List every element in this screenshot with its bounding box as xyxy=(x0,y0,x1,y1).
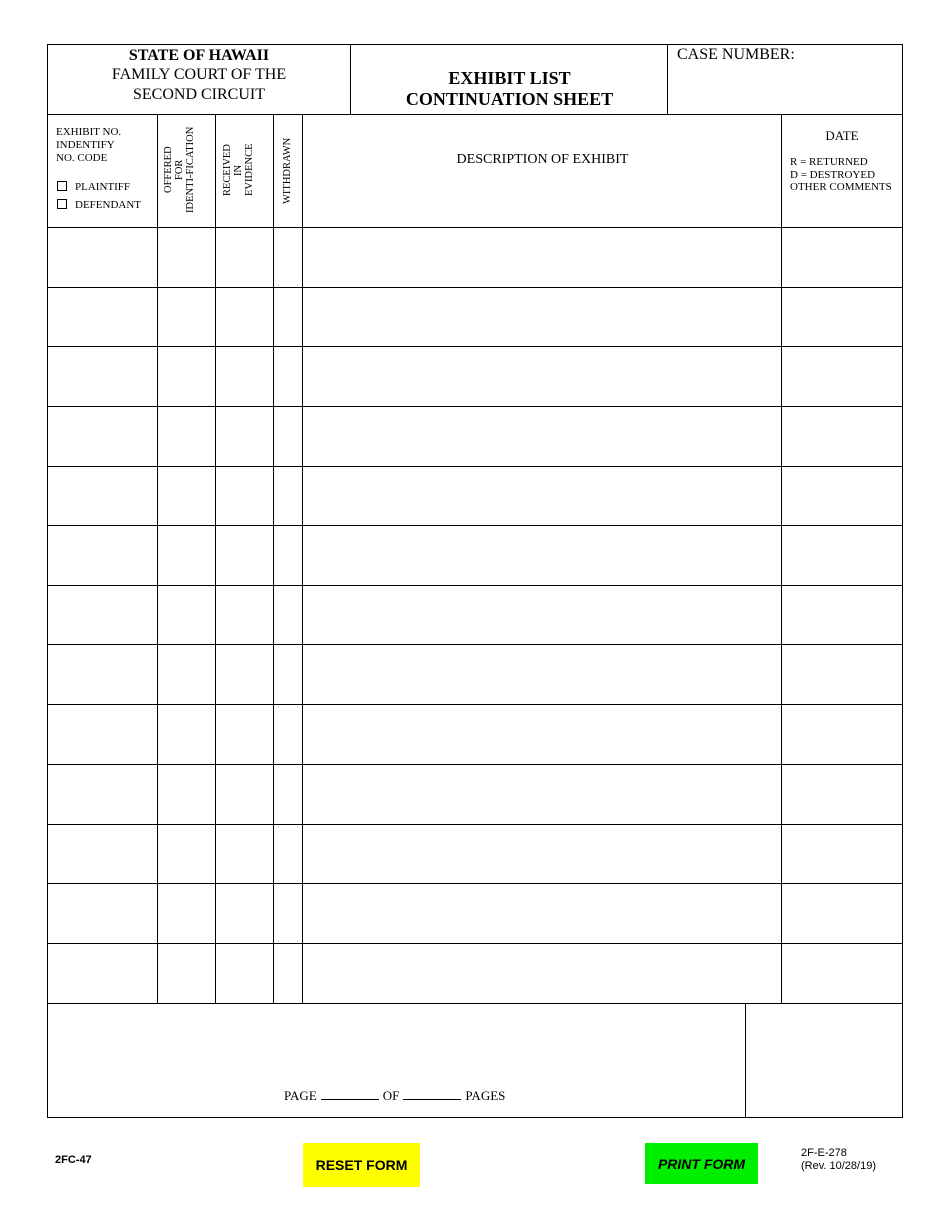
page-count-line: PAGE OF PAGES xyxy=(284,1088,506,1103)
description-cell[interactable] xyxy=(303,884,781,943)
exhibit-no-cell[interactable] xyxy=(48,228,157,287)
date-cell[interactable] xyxy=(782,407,902,466)
reset-form-button[interactable]: RESET FORM xyxy=(303,1143,420,1187)
state-name: STATE OF HAWAII xyxy=(128,47,270,64)
exhibit-no-header: EXHIBIT NO. INDENTIFY NO. CODE xyxy=(56,126,122,164)
print-form-button[interactable]: PRINT FORM xyxy=(645,1143,758,1184)
court-name: FAMILY COURT OF THE xyxy=(111,66,287,83)
exhibit-no-cell[interactable] xyxy=(48,407,157,466)
received-cell[interactable] xyxy=(216,705,273,764)
total-pages-field[interactable] xyxy=(403,1089,461,1100)
offered-cell[interactable] xyxy=(158,705,215,764)
case-number-label: CASE NUMBER: xyxy=(677,46,795,63)
description-cell[interactable] xyxy=(303,944,781,1003)
form-revision: 2F-E-278 (Rev. 10/28/19) xyxy=(801,1147,877,1172)
date-cell[interactable] xyxy=(782,765,902,824)
received-in-evidence-header: RECEIVED IN EVIDENCE xyxy=(222,143,255,197)
description-cell[interactable] xyxy=(303,288,781,346)
offered-for-identification-header: OFFERED FOR IDENTI-FICATION xyxy=(163,126,196,214)
circuit-name: SECOND CIRCUIT xyxy=(132,86,265,103)
withdrawn-cell[interactable] xyxy=(274,288,302,346)
withdrawn-cell[interactable] xyxy=(274,347,302,406)
exhibit-no-cell[interactable] xyxy=(48,944,157,1003)
date-cell[interactable] xyxy=(782,645,902,704)
received-cell[interactable] xyxy=(216,944,273,1003)
date-cell[interactable] xyxy=(782,228,902,287)
exhibit-no-cell[interactable] xyxy=(48,825,157,883)
form-title: EXHIBIT LIST xyxy=(448,68,571,88)
form-subtitle: CONTINUATION SHEET xyxy=(405,89,614,109)
offered-cell[interactable] xyxy=(158,228,215,287)
offered-cell[interactable] xyxy=(158,586,215,644)
withdrawn-cell[interactable] xyxy=(274,228,302,287)
description-cell[interactable] xyxy=(303,407,781,466)
date-cell[interactable] xyxy=(782,347,902,406)
offered-cell[interactable] xyxy=(158,526,215,585)
date-legend: R = RETURNED D = DESTROYED OTHER COMMENTS xyxy=(790,156,892,193)
received-cell[interactable] xyxy=(216,228,273,287)
date-cell[interactable] xyxy=(782,586,902,644)
plaintiff-checkbox[interactable] xyxy=(57,181,67,191)
exhibit-no-cell[interactable] xyxy=(48,705,157,764)
description-cell[interactable] xyxy=(303,586,781,644)
withdrawn-cell[interactable] xyxy=(274,944,302,1003)
received-cell[interactable] xyxy=(216,288,273,346)
withdrawn-cell[interactable] xyxy=(274,526,302,585)
withdrawn-cell[interactable] xyxy=(274,586,302,644)
description-cell[interactable] xyxy=(303,526,781,585)
withdrawn-cell[interactable] xyxy=(274,407,302,466)
date-cell[interactable] xyxy=(782,825,902,883)
exhibit-no-cell[interactable] xyxy=(48,467,157,525)
exhibit-no-cell[interactable] xyxy=(48,645,157,704)
withdrawn-cell[interactable] xyxy=(274,645,302,704)
withdrawn-cell[interactable] xyxy=(274,825,302,883)
received-cell[interactable] xyxy=(216,884,273,943)
offered-cell[interactable] xyxy=(158,407,215,466)
withdrawn-cell[interactable] xyxy=(274,705,302,764)
description-cell[interactable] xyxy=(303,825,781,883)
description-cell[interactable] xyxy=(303,765,781,824)
received-cell[interactable] xyxy=(216,467,273,525)
defendant-checkbox[interactable] xyxy=(57,199,67,209)
received-cell[interactable] xyxy=(216,407,273,466)
offered-cell[interactable] xyxy=(158,765,215,824)
offered-cell[interactable] xyxy=(158,288,215,346)
received-cell[interactable] xyxy=(216,645,273,704)
exhibit-no-cell[interactable] xyxy=(48,288,157,346)
description-cell[interactable] xyxy=(303,705,781,764)
offered-cell[interactable] xyxy=(158,645,215,704)
exhibit-no-cell[interactable] xyxy=(48,765,157,824)
description-header: DESCRIPTION OF EXHIBIT xyxy=(456,152,629,167)
date-cell[interactable] xyxy=(782,884,902,943)
description-cell[interactable] xyxy=(303,645,781,704)
page-number-field[interactable] xyxy=(321,1089,379,1100)
date-cell[interactable] xyxy=(782,288,902,346)
withdrawn-cell[interactable] xyxy=(274,884,302,943)
exhibit-no-cell[interactable] xyxy=(48,884,157,943)
received-cell[interactable] xyxy=(216,347,273,406)
defendant-option[interactable]: DEFENDANT xyxy=(57,199,141,211)
description-cell[interactable] xyxy=(303,467,781,525)
date-cell[interactable] xyxy=(782,526,902,585)
offered-cell[interactable] xyxy=(158,944,215,1003)
signature-box[interactable] xyxy=(746,1004,902,1117)
withdrawn-header: WITHDRAWN xyxy=(282,137,293,205)
offered-cell[interactable] xyxy=(158,884,215,943)
date-cell[interactable] xyxy=(782,705,902,764)
date-header: DATE xyxy=(825,128,859,143)
received-cell[interactable] xyxy=(216,526,273,585)
withdrawn-cell[interactable] xyxy=(274,467,302,525)
date-cell[interactable] xyxy=(782,944,902,1003)
date-cell[interactable] xyxy=(782,467,902,525)
offered-cell[interactable] xyxy=(158,825,215,883)
received-cell[interactable] xyxy=(216,825,273,883)
offered-cell[interactable] xyxy=(158,347,215,406)
received-cell[interactable] xyxy=(216,765,273,824)
description-cell[interactable] xyxy=(303,347,781,406)
withdrawn-cell[interactable] xyxy=(274,765,302,824)
plaintiff-option[interactable]: PLAINTIFF xyxy=(57,181,130,193)
description-cell[interactable] xyxy=(303,228,781,287)
exhibit-no-cell[interactable] xyxy=(48,347,157,406)
exhibit-no-cell[interactable] xyxy=(48,526,157,585)
case-number-field[interactable] xyxy=(668,68,901,113)
exhibit-no-cell[interactable] xyxy=(48,586,157,644)
form-code: 2FC-47 xyxy=(55,1154,92,1166)
offered-cell[interactable] xyxy=(158,467,215,525)
received-cell[interactable] xyxy=(216,586,273,644)
